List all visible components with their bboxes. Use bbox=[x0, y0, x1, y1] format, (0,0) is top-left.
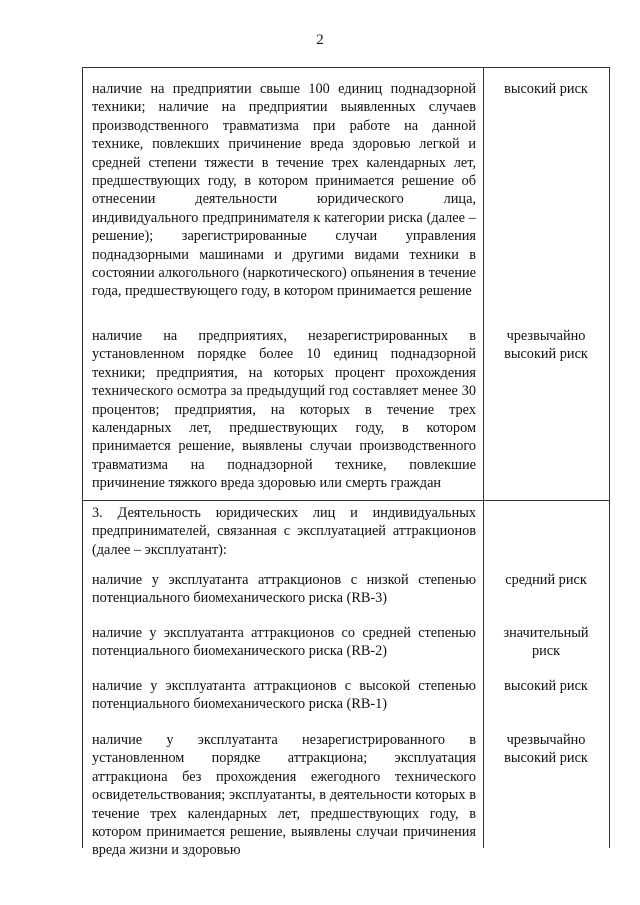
risk-level-1: высокий риск bbox=[504, 81, 588, 97]
criteria-text-rb3: наличие у эксплуатанта аттракционов с низкой степенью потенциального биомеханического риска (RB-3) bbox=[92, 572, 476, 607]
criteria-text-2: наличие на предприятиях, незарегистрированных в установленном порядке более 10 единиц поднадзорной техники; предприятия, на которых процент прохождения технического осмотра за предыдущий год составляет менее 30 процентов; предприятия, на которых в течение трех календарных лет, предшествующих году, в котором принимается решение, выявлены случаи производственного травматизма на поднадзорной технике, повлекшие причинение тяжкого вреда здоровью или смерть граждан bbox=[92, 328, 476, 492]
page-number: 2 bbox=[316, 32, 324, 48]
row-divider bbox=[83, 500, 609, 501]
criteria-text-1: наличие на предприятии свыше 100 единиц поднадзорной техники; наличие на предприятии выявленных случаев производственного травматизма при работе на данной технике, повлекших причинение вреда здоровью легкой и средней степени тяжести в течение трех календарных лет, предшествующих году, в котором принимается решение об отнесении деятельности юридического лица, индивидуального предпринимателя к категории риска (далее – решение); зарегистрированные случаи управления поднадзорными машинами и другими видами техники в состоянии алкогольного (наркотического) опьянения в течение года, предшествующего году, в котором принимается решение bbox=[92, 81, 476, 300]
criteria-text-unregistered: наличие у эксплуатанта незарегистрированного в установленном порядке аттракциона; эксплуатация аттракциона без прохождения ежегодного технического освидетельствования; эксплуатанты, в деятельности которых в течение трех календарных лет, предшествующих году, в котором принимается решение, выявлены случаи причинения вреда жизни и здоровью bbox=[92, 732, 476, 859]
criteria-text-rb2: наличие у эксплуатанта аттракционов со средней степенью потенциального биомеханического риска (RB-2) bbox=[92, 625, 476, 660]
risk-level-rb3: средний риск bbox=[505, 572, 587, 588]
risk-level-unregistered: чрезвычайно высокий риск bbox=[504, 732, 588, 767]
risk-level-rb2: значительный риск bbox=[503, 625, 589, 660]
risk-criteria-table bbox=[82, 67, 610, 859]
section-heading: 3. Деятельность юридических лиц и индивидуальных предпринимателей, связанная с эксплуатацией аттракционов (далее – эксплуатант): bbox=[92, 505, 476, 558]
criteria-text-rb1: наличие у эксплуатанта аттракционов с высокой степенью потенциального биомеханического риска (RB-1) bbox=[92, 678, 476, 713]
column-divider bbox=[483, 68, 484, 848]
risk-level-2: чрезвычайно высокий риск bbox=[504, 328, 588, 363]
risk-level-rb1: высокий риск bbox=[504, 678, 588, 694]
